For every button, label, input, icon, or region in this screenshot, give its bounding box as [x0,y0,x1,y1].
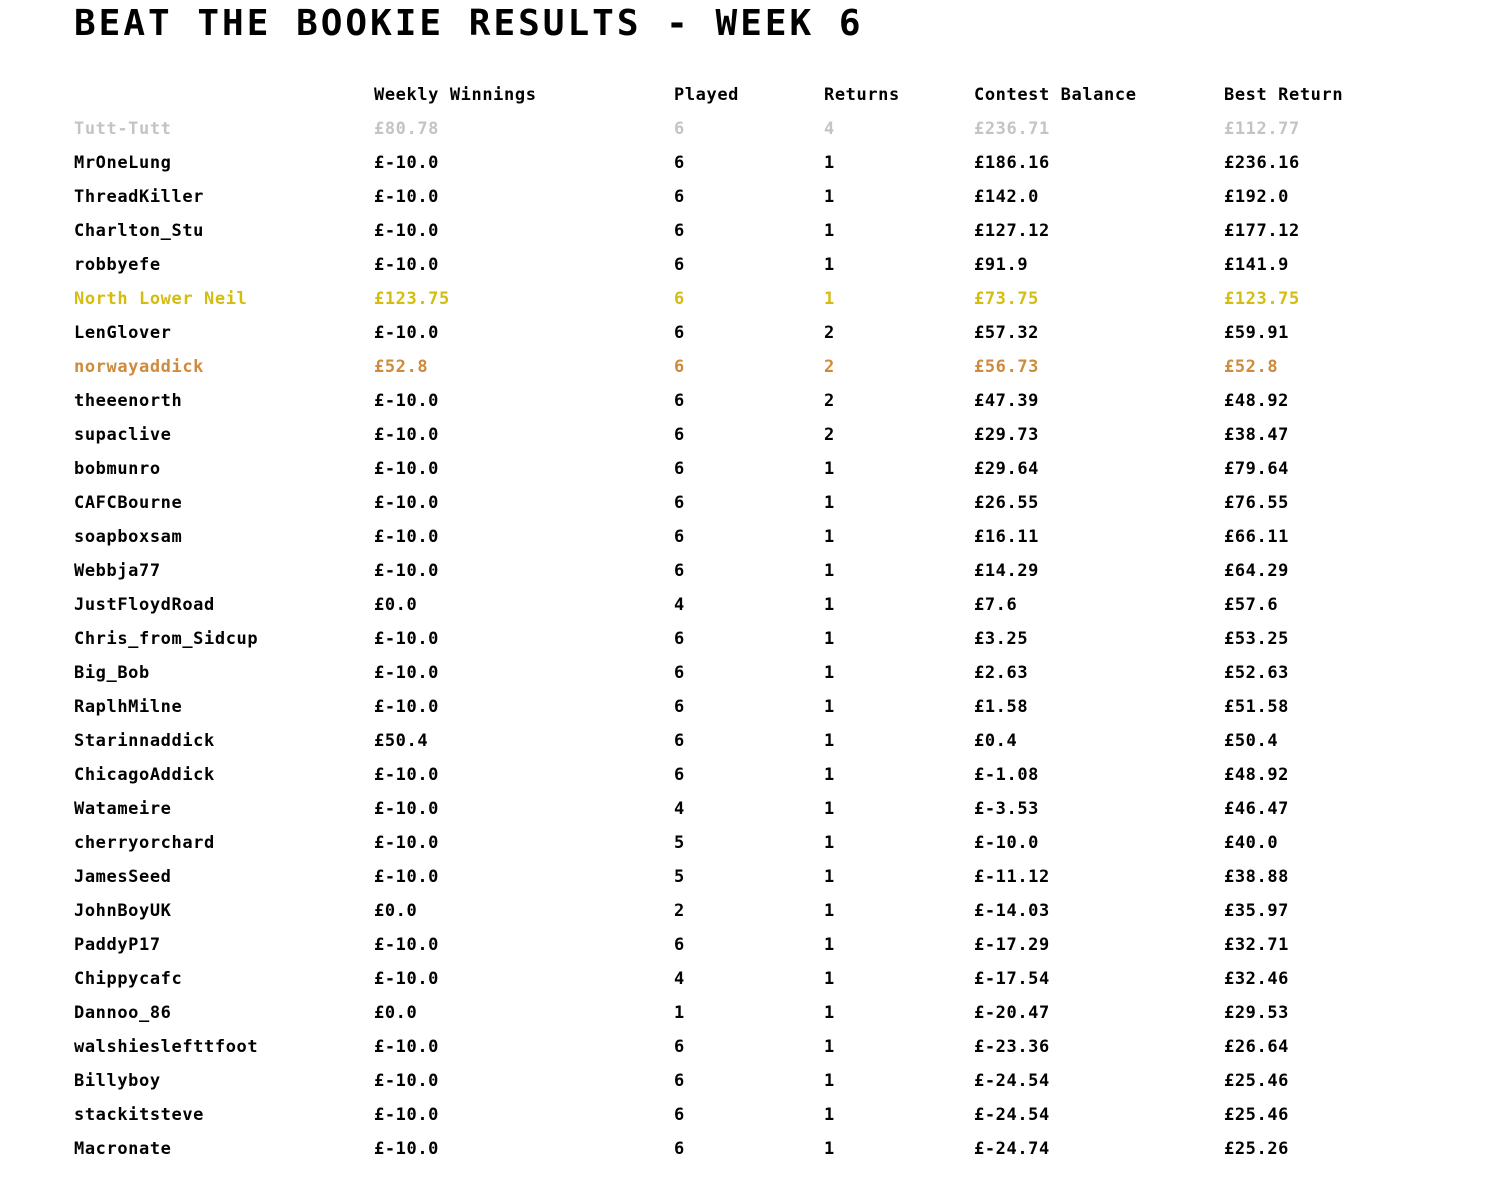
cell-best-return: £236.16 [1224,153,1300,173]
cell-best-return: £141.9 [1224,255,1290,275]
cell-best-return: £52.63 [1224,663,1290,683]
cell-contest-balance: £186.16 [974,153,1050,173]
cell-played: 1 [674,1003,685,1023]
table-row [74,282,1434,316]
cell-returns: 1 [824,833,835,853]
cell-name: Watameire [74,799,172,819]
cell-played: 6 [674,425,685,445]
table-row [74,656,1434,690]
cell-weekly-winnings: £-10.0 [374,187,440,207]
cell-contest-balance: £0.4 [974,731,1018,751]
cell-name: LenGlover [74,323,172,343]
cell-returns: 1 [824,765,835,785]
cell-best-return: £53.25 [1224,629,1290,649]
cell-contest-balance: £-10.0 [974,833,1040,853]
cell-contest-balance: £73.75 [974,289,1040,309]
cell-best-return: £25.26 [1224,1139,1290,1159]
cell-weekly-winnings: £50.4 [374,731,429,751]
cell-contest-balance: £91.9 [974,255,1029,275]
cell-name: Macronate [74,1139,172,1159]
cell-contest-balance: £-14.03 [974,901,1050,921]
cell-best-return: £35.97 [1224,901,1290,921]
cell-best-return: £52.8 [1224,357,1279,377]
cell-name: bobmunro [74,459,161,479]
cell-returns: 1 [824,527,835,547]
cell-contest-balance: £-24.74 [974,1139,1050,1159]
cell-played: 6 [674,459,685,479]
cell-played: 4 [674,969,685,989]
cell-weekly-winnings: £-10.0 [374,1037,440,1057]
header-best-return: Best Return [1224,85,1344,105]
cell-best-return: £29.53 [1224,1003,1290,1023]
cell-returns: 1 [824,493,835,513]
cell-played: 6 [674,1037,685,1057]
cell-best-return: £123.75 [1224,289,1300,309]
table-row [74,1064,1434,1098]
cell-name: JamesSeed [74,867,172,887]
cell-name: Starinnaddick [74,731,215,751]
cell-contest-balance: £-1.08 [974,765,1040,785]
cell-played: 6 [674,561,685,581]
cell-returns: 1 [824,697,835,717]
cell-name: PaddyP17 [74,935,161,955]
cell-weekly-winnings: £0.0 [374,595,418,615]
table-row [74,962,1434,996]
results-table [74,78,1434,1166]
cell-weekly-winnings: £0.0 [374,901,418,921]
table-row [74,724,1434,758]
cell-returns: 1 [824,1037,835,1057]
table-row [74,758,1434,792]
cell-returns: 1 [824,799,835,819]
cell-name: JustFloydRoad [74,595,215,615]
cell-contest-balance: £29.64 [974,459,1040,479]
cell-returns: 1 [824,901,835,921]
cell-contest-balance: £-3.53 [974,799,1040,819]
cell-returns: 1 [824,153,835,173]
cell-name: Charlton_Stu [74,221,205,241]
cell-contest-balance: £-17.29 [974,935,1050,955]
cell-returns: 2 [824,323,835,343]
cell-played: 6 [674,391,685,411]
cell-contest-balance: £26.55 [974,493,1040,513]
table-row [74,1030,1434,1064]
cell-weekly-winnings: £-10.0 [374,867,440,887]
cell-weekly-winnings: £-10.0 [374,255,440,275]
cell-contest-balance: £3.25 [974,629,1029,649]
cell-best-return: £64.29 [1224,561,1290,581]
table-row [74,1098,1434,1132]
cell-weekly-winnings: £-10.0 [374,697,440,717]
table-row [74,622,1434,656]
cell-returns: 2 [824,357,835,377]
cell-played: 6 [674,187,685,207]
cell-played: 6 [674,289,685,309]
cell-returns: 1 [824,187,835,207]
cell-name: walshieslefttfoot [74,1037,259,1057]
table-row [74,112,1434,146]
table-body [74,112,1434,1166]
cell-weekly-winnings: £-10.0 [374,833,440,853]
page-title: BEAT THE BOOKIE RESULTS - WEEK 6 [74,3,864,44]
cell-played: 6 [674,323,685,343]
table-row [74,894,1434,928]
cell-contest-balance: £142.0 [974,187,1040,207]
cell-returns: 1 [824,255,835,275]
cell-weekly-winnings: £-10.0 [374,765,440,785]
cell-played: 5 [674,867,685,887]
cell-best-return: £32.71 [1224,935,1290,955]
cell-returns: 1 [824,1071,835,1091]
table-row [74,860,1434,894]
cell-contest-balance: £127.12 [974,221,1050,241]
cell-contest-balance: £-24.54 [974,1105,1050,1125]
cell-name: robbyefe [74,255,161,275]
cell-best-return: £48.92 [1224,765,1290,785]
cell-contest-balance: £-24.54 [974,1071,1050,1091]
cell-played: 6 [674,153,685,173]
cell-played: 6 [674,357,685,377]
cell-best-return: £79.64 [1224,459,1290,479]
table-row [74,792,1434,826]
cell-returns: 2 [824,425,835,445]
cell-played: 4 [674,799,685,819]
cell-weekly-winnings: £80.78 [374,119,440,139]
cell-contest-balance: £14.29 [974,561,1040,581]
cell-best-return: £57.6 [1224,595,1279,615]
cell-name: Tutt-Tutt [74,119,172,139]
table-row [74,418,1434,452]
cell-returns: 1 [824,867,835,887]
cell-best-return: £46.47 [1224,799,1290,819]
cell-played: 6 [674,629,685,649]
cell-contest-balance: £29.73 [974,425,1040,445]
cell-played: 6 [674,493,685,513]
cell-played: 6 [674,527,685,547]
cell-weekly-winnings: £52.8 [374,357,429,377]
cell-name: JohnBoyUK [74,901,172,921]
cell-weekly-winnings: £-10.0 [374,527,440,547]
cell-weekly-winnings: £-10.0 [374,561,440,581]
cell-played: 6 [674,935,685,955]
cell-best-return: £40.0 [1224,833,1279,853]
cell-returns: 1 [824,629,835,649]
cell-weekly-winnings: £-10.0 [374,1105,440,1125]
cell-name: CAFCBourne [74,493,183,513]
cell-best-return: £177.12 [1224,221,1300,241]
cell-name: Billyboy [74,1071,161,1091]
header-played: Played [674,85,740,105]
header-contest-balance: Contest Balance [974,85,1137,105]
table-row [74,316,1434,350]
cell-best-return: £25.46 [1224,1071,1290,1091]
cell-contest-balance: £236.71 [974,119,1050,139]
cell-returns: 1 [824,663,835,683]
table-row [74,350,1434,384]
cell-best-return: £25.46 [1224,1105,1290,1125]
cell-played: 6 [674,731,685,751]
cell-played: 6 [674,1105,685,1125]
cell-returns: 4 [824,119,835,139]
table-row [74,520,1434,554]
cell-contest-balance: £-23.36 [974,1037,1050,1057]
cell-returns: 1 [824,1003,835,1023]
cell-returns: 2 [824,391,835,411]
cell-weekly-winnings: £-10.0 [374,323,440,343]
cell-contest-balance: £1.58 [974,697,1029,717]
cell-best-return: £26.64 [1224,1037,1290,1057]
cell-returns: 1 [824,459,835,479]
cell-weekly-winnings: £-10.0 [374,1139,440,1159]
cell-best-return: £66.11 [1224,527,1290,547]
table-row [74,554,1434,588]
cell-returns: 1 [824,1105,835,1125]
cell-name: supaclive [74,425,172,445]
header-returns: Returns [824,85,900,105]
cell-name: ThreadKiller [74,187,205,207]
cell-played: 6 [674,255,685,275]
cell-contest-balance: £56.73 [974,357,1040,377]
cell-weekly-winnings: £-10.0 [374,629,440,649]
cell-played: 6 [674,697,685,717]
cell-name: cherryorchard [74,833,215,853]
cell-name: norwayaddick [74,357,205,377]
cell-returns: 1 [824,561,835,581]
table-header [74,78,1434,112]
cell-best-return: £32.46 [1224,969,1290,989]
table-row [74,486,1434,520]
cell-best-return: £76.55 [1224,493,1290,513]
table-row [74,248,1434,282]
cell-name: Big_Bob [74,663,150,683]
cell-weekly-winnings: £-10.0 [374,1071,440,1091]
cell-returns: 1 [824,289,835,309]
cell-contest-balance: £2.63 [974,663,1029,683]
cell-returns: 1 [824,935,835,955]
cell-name: MrOneLung [74,153,172,173]
cell-name: ChicagoAddick [74,765,215,785]
cell-played: 4 [674,595,685,615]
cell-played: 6 [674,1071,685,1091]
cell-best-return: £50.4 [1224,731,1279,751]
cell-best-return: £38.47 [1224,425,1290,445]
table-row [74,384,1434,418]
cell-played: 2 [674,901,685,921]
table-row [74,146,1434,180]
cell-contest-balance: £-20.47 [974,1003,1050,1023]
cell-name: Webbja77 [74,561,161,581]
cell-played: 6 [674,663,685,683]
cell-played: 6 [674,1139,685,1159]
cell-weekly-winnings: £-10.0 [374,663,440,683]
cell-weekly-winnings: £-10.0 [374,493,440,513]
cell-best-return: £38.88 [1224,867,1290,887]
cell-weekly-winnings: £-10.0 [374,459,440,479]
table-row [74,180,1434,214]
cell-played: 6 [674,119,685,139]
cell-contest-balance: £-11.12 [974,867,1050,887]
cell-contest-balance: £57.32 [974,323,1040,343]
cell-contest-balance: £47.39 [974,391,1040,411]
cell-weekly-winnings: £-10.0 [374,153,440,173]
cell-name: North Lower Neil [74,289,248,309]
cell-best-return: £59.91 [1224,323,1290,343]
cell-returns: 1 [824,969,835,989]
cell-played: 6 [674,221,685,241]
table-row [74,996,1434,1030]
table-row [74,588,1434,622]
cell-weekly-winnings: £-10.0 [374,221,440,241]
cell-returns: 1 [824,731,835,751]
table-row [74,690,1434,724]
cell-name: Chippycafc [74,969,183,989]
cell-best-return: £192.0 [1224,187,1290,207]
table-row [74,826,1434,860]
cell-contest-balance: £-17.54 [974,969,1050,989]
cell-weekly-winnings: £0.0 [374,1003,418,1023]
cell-name: Chris_from_Sidcup [74,629,259,649]
cell-returns: 1 [824,1139,835,1159]
cell-name: stackitsteve [74,1105,205,1125]
cell-name: Dannoo_86 [74,1003,172,1023]
header-weekly-winnings: Weekly Winnings [374,85,537,105]
cell-weekly-winnings: £-10.0 [374,425,440,445]
cell-name: soapboxsam [74,527,183,547]
cell-weekly-winnings: £-10.0 [374,391,440,411]
cell-weekly-winnings: £-10.0 [374,969,440,989]
cell-played: 5 [674,833,685,853]
cell-weekly-winnings: £-10.0 [374,935,440,955]
table-row [74,452,1434,486]
cell-played: 6 [674,765,685,785]
cell-name: RaplhMilne [74,697,183,717]
cell-name: theeenorth [74,391,183,411]
cell-best-return: £51.58 [1224,697,1290,717]
table-row [74,214,1434,248]
cell-contest-balance: £16.11 [974,527,1040,547]
cell-contest-balance: £7.6 [974,595,1018,615]
cell-returns: 1 [824,221,835,241]
cell-best-return: £112.77 [1224,119,1300,139]
cell-weekly-winnings: £-10.0 [374,799,440,819]
cell-weekly-winnings: £123.75 [374,289,450,309]
cell-best-return: £48.92 [1224,391,1290,411]
table-row [74,928,1434,962]
cell-returns: 1 [824,595,835,615]
table-row [74,1132,1434,1166]
